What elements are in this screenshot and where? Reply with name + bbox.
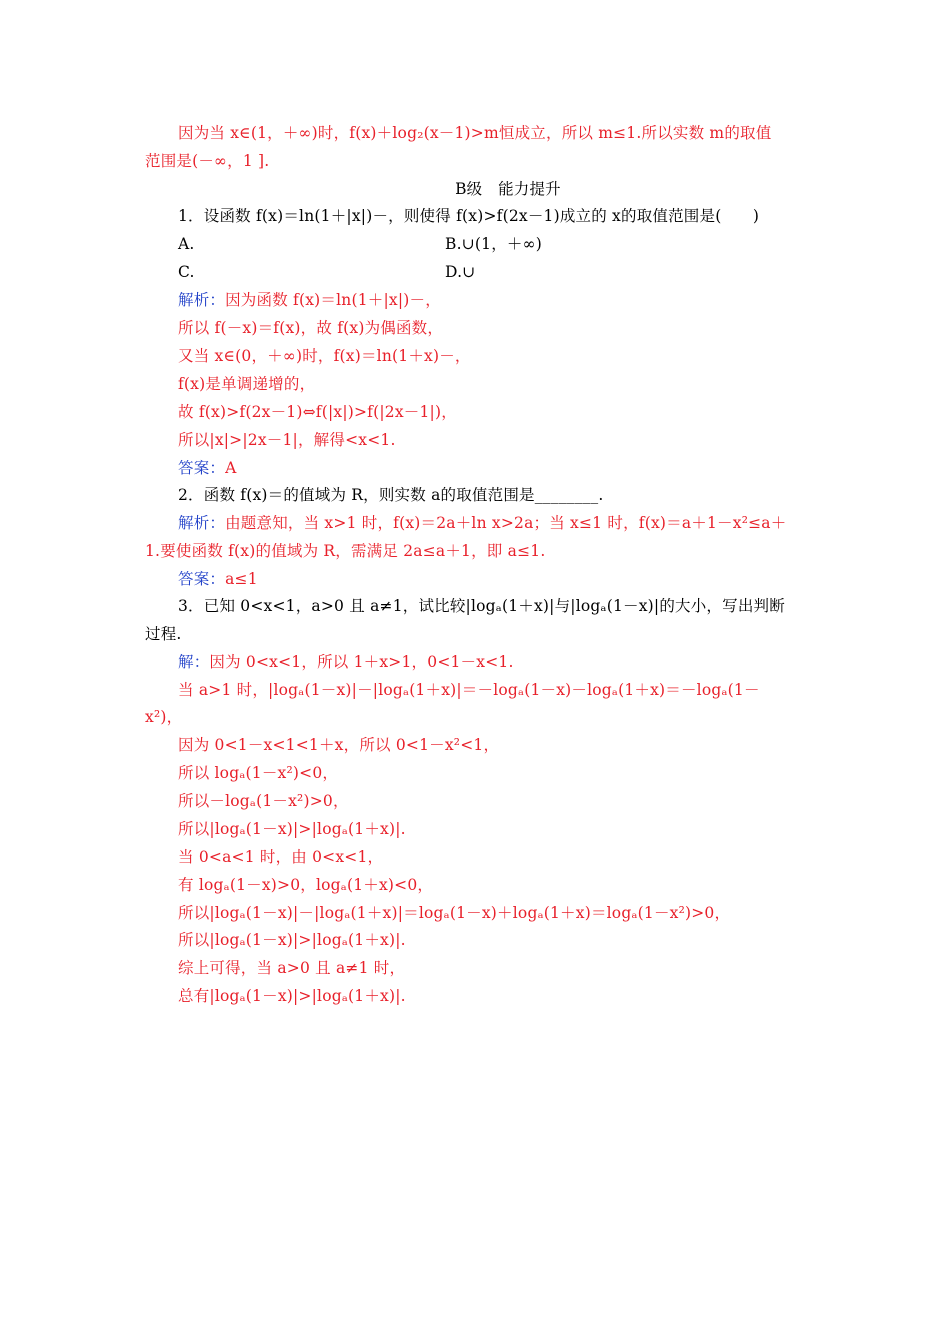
- intro-line-2: 范围是(－∞，1 ].: [145, 152, 270, 170]
- q1-answer-label: 答案：: [178, 459, 226, 477]
- q3-step-2: 所以 logₐ(1－x²)<0，: [178, 764, 339, 782]
- q3-step-10: 总有|logₐ(1－x)|>|logₐ(1＋x)|.: [178, 987, 406, 1005]
- q3-step-7: 所以|logₐ(1－x)|－|logₐ(1＋x)|＝logₐ(1－x)＋logₐ(1＋x)＝logₐ(1－x²)>0，: [178, 904, 731, 922]
- q2-analysis-line-1: [178, 513, 786, 533]
- q1-analysis-line-2: 所以 f(－x)＝f(x)，故 f(x)为偶函数，: [178, 319, 444, 337]
- q3-solution-text-1: 因为 0<x<1，所以 1＋x>1，0<1－x<1.: [209, 653, 514, 671]
- q3-step-1: 因为 0<1－x<1<1＋x，所以 0<1－x²<1，: [178, 736, 500, 754]
- q3-solution-label: 解：: [178, 653, 210, 671]
- q3-step-5: 当 0<a<1 时，由 0<x<1，: [178, 848, 384, 866]
- q3-step-3: 所以－logₐ(1－x²)>0，: [178, 792, 349, 810]
- q3-step-9: 综上可得，当 a>0 且 a≠1 时，: [178, 959, 406, 977]
- q3-stem-line-2: 过程.: [145, 625, 182, 643]
- q1-analysis-line-6: 所以|x|>|2x－1|，解得<x<1.: [178, 431, 396, 449]
- q3-case1-line-2: x²)，: [145, 708, 183, 726]
- q1-option-d: D.∪: [445, 263, 476, 281]
- q1-analysis-line-3: 又当 x∈(0，＋∞)时，f(x)＝ln(1＋x)－，: [178, 347, 471, 365]
- q3-solution-line-1: [178, 652, 514, 672]
- q2-analysis-line-2: 1.要使函数 f(x)的值域为 R，需满足 2a≤a＋1，即 a≤1.: [145, 542, 546, 560]
- q2-analysis-label: 解析：: [178, 514, 226, 532]
- q1-option-a: A.: [178, 235, 195, 253]
- q1-option-c: C.: [178, 263, 195, 281]
- q2-answer: a≤1: [225, 570, 258, 588]
- q1-answer: A: [225, 459, 237, 477]
- q2-answer-line: [178, 569, 258, 589]
- q1-stem: 1．设函数 f(x)＝ln(1＋|x|)－，则使得 f(x)>f(2x－1)成立的 x的取值范围是( ): [178, 207, 760, 225]
- q3-step-6: 有 logₐ(1－x)>0，logₐ(1＋x)<0，: [178, 876, 434, 894]
- q3-step-8: 所以|logₐ(1－x)|>|logₐ(1＋x)|.: [178, 931, 406, 949]
- q1-analysis-line-5: 故 f(x)>f(2x－1)⇔f(|x|)>f(|2x－1|)，: [178, 403, 457, 421]
- q2-answer-label: 答案：: [178, 570, 226, 588]
- q1-analysis-text-1: 因为函数 f(x)＝ln(1＋|x|)－，: [225, 291, 441, 309]
- q1-option-b: B.∪(1，＋∞): [445, 235, 542, 253]
- q1-analysis-line-4: f(x)是单调递增的，: [178, 375, 316, 393]
- q2-analysis-text-1: 由题意知，当 x>1 时，f(x)＝2a＋ln x>2a；当 x≤1 时，f(x)＝a＋1－x²≤a＋: [225, 514, 787, 532]
- q2-stem: 2．函数 f(x)＝的值域为 R，则实数 a的取值范围是________.: [178, 486, 604, 504]
- q1-answer-line: [178, 458, 237, 478]
- q3-step-4: 所以|logₐ(1－x)|>|logₐ(1＋x)|.: [178, 820, 406, 838]
- q1-analysis-line-1: [178, 290, 441, 310]
- q1-analysis-label: 解析：: [178, 291, 226, 309]
- intro-line-1: 因为当 x∈(1，＋∞)时，f(x)＋log₂(x－1)>m恒成立，所以 m≤1.所以实数 m的取值: [178, 124, 772, 142]
- section-title: B级 能力提升: [455, 180, 561, 198]
- q3-stem-line-1: 3．已知 0<x<1，a>0 且 a≠1，试比较|logₐ(1＋x)|与|logₐ(1－x)|的大小，写出判断: [178, 597, 785, 615]
- q3-case1-line-1: 当 a>1 时，|logₐ(1－x)|－|logₐ(1＋x)|＝－logₐ(1－x)－logₐ(1＋x)＝－logₐ(1－: [178, 681, 760, 699]
